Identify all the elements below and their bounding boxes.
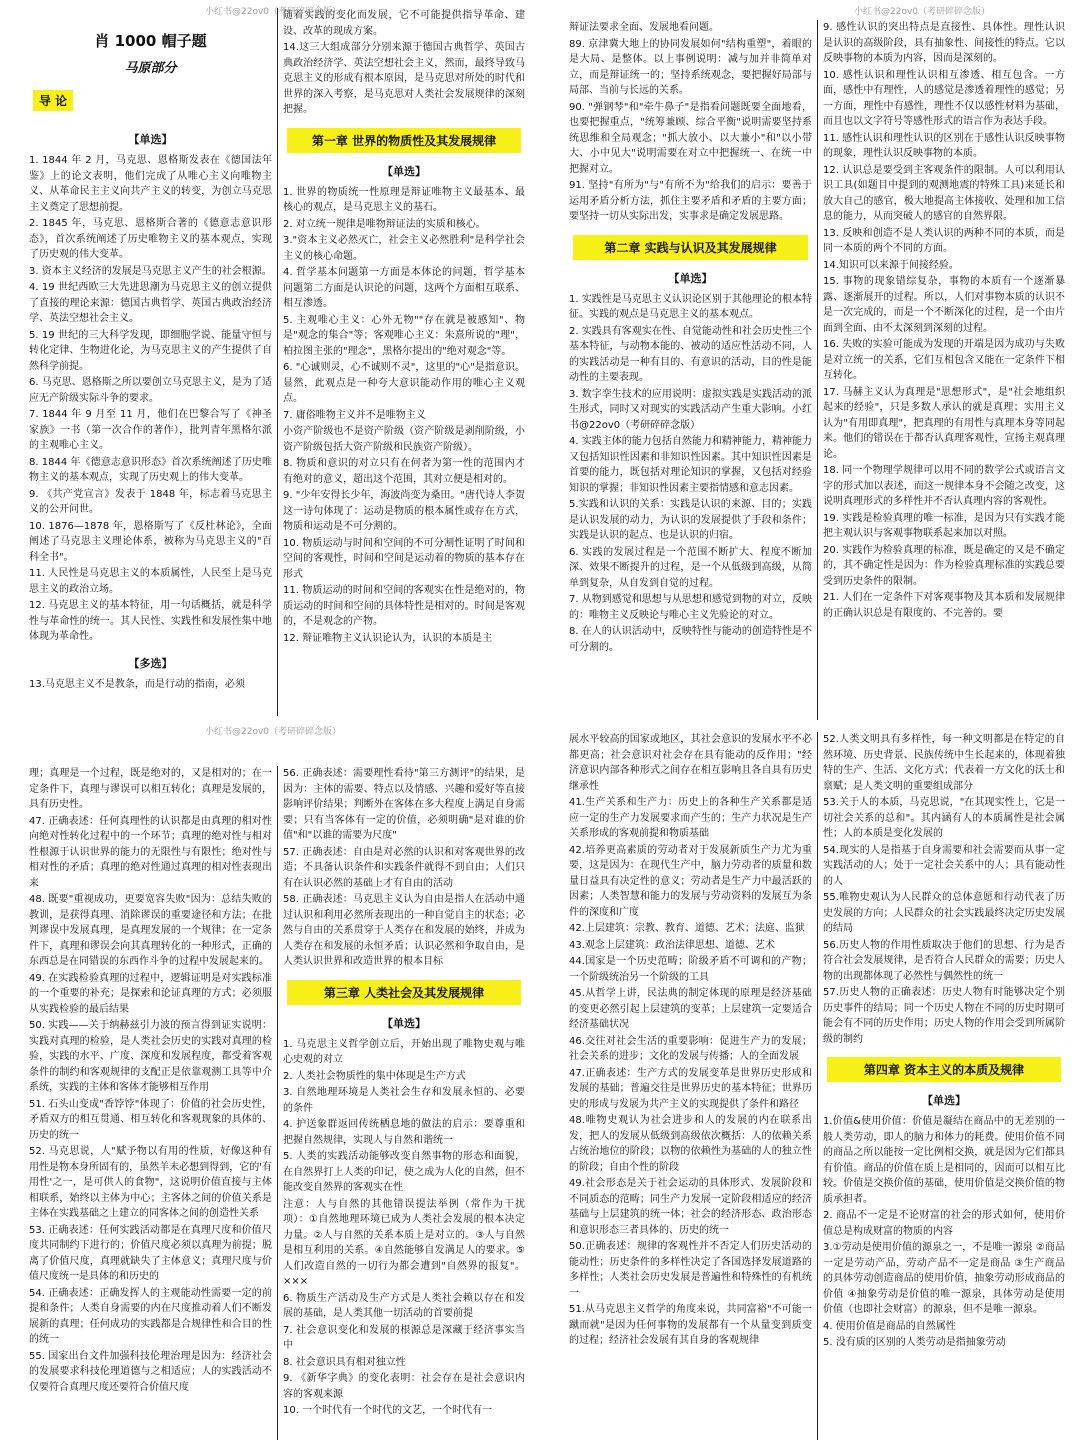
question-item: 7. 从物到感觉和思想与从思想和感觉到物的对立，反映的：唯物主义反映论与唯心主义先验论的对立。 (569, 594, 812, 621)
page-2-left-column (564, 20, 817, 720)
page-2-right-column (817, 20, 1070, 720)
question-item: 2. 实践具有客观实在性、自觉能动性和社会历史性三个基本特征，与动物本能的、被动的适应性活动不同，人的实践活动是一种有目的、有意识的活动，目的性是能动性的主要表现。 (569, 325, 812, 383)
single-choice-label: 【单选】 (382, 1016, 426, 1030)
question-item: 89. 京津冀大地上的协同发展如何"结构重塑"，着眼的是大局、是整体。以上事例说明：减与加并非简单对立，而是辩证统一的；坚持系统观念，要把握好局部与局部、当前与长远的关系。 (569, 38, 812, 96)
question-item: 56. 正确表述：需要理性看待"第三方测评"的结果，是因为：主体的需要、特点以及情感、兴趣和爱好等直接影响评价结果；判断外在客体在多大程度上满足自身需要；只有当客体有一定的价值，必须明确"是对谁的价值"和"以谁的需要为尺度" (283, 768, 525, 841)
question-item: 2. 商品不一定是不论财富的社会的形式如何，使用价值总是构成财富的物质的内容 (823, 1210, 1065, 1237)
question-item: 9. 《新华字典》的变化表明：社会存在是社会意识内容的客观来源 (283, 1373, 525, 1400)
question-item: 9. 《共产党宣言》发表于 1848 年，标志着马克思主义的公开问世。 (29, 488, 272, 515)
watermark: 小红书@22ov0（考研碎碎念版） (853, 7, 990, 17)
question-item: 10. 感性认识和理性认识相互渗透、相互包含。一方面，感性中有理性，人的感觉是渗透着理性的感觉；另一方面，理性中有感性，理性不仅以感性材料为基础，而且也以文字符号等感性形式的语言作为表达手段。 (823, 69, 1065, 127)
question-item: 13.马克思主义不是教条，而是行动的指南，必须 (29, 678, 245, 690)
question-item: 注意：人与自然的其他错误提法举例（常作为干扰项）：①自然地理环境已成为人类社会发展的根本决定力量。②人与自然的关系本质上是对立的。③人与自然是相互利用的关系。④自然能够自发满足人的要求。⑤人们改造自然的一切行为都会遭到"自然界的报复"。××× (283, 1198, 525, 1287)
question-item: 15. 事物的现象错综复杂，事物的本质有一个逐渐暴露、逐渐展开的过程。所以，人们对事物本质的认识不是一次完成的，而是一个不断深化的过程，是一个由片面到全面、由不太深刻到深刻的过程。 (823, 276, 1065, 334)
question-item: 52.人类文明具有多样性，每一种文明都是在特定的自然环境、历史背景、民族传统中生长起来的，体现着独特的生产、生活、文化方式；代表着一方文化的沃土和禀赋；是人类文明的重要组成部分 (823, 734, 1065, 792)
question-item: 50.正确表述：规律的客观性并不否定人们历史活动的能动性；历史条件的多样性决定了各国选择发展道路的多样性；人类社会历史发展是普遍性和特殊性的有机统一 (569, 1241, 812, 1299)
question-item: 6. 物质生产活动及生产方式是人类社会赖以存在和发展的基础，是人类其他一切活动的首要前提 (283, 1292, 525, 1319)
question-item: 8. 物质和意识的对立只有在何者为第一性的范围内才有绝对的意义，超出这个范围，其对立便是相对的。 (283, 458, 525, 485)
question-list (569, 20, 812, 225)
question-item: 91. 坚持"有所为"与"有所不为"给我们的启示：要善于运用矛盾分析方法，抓住主要矛盾和矛盾的主要方面；要坚持一切从实际出发，实事求是确定发展思路。 (569, 180, 812, 222)
question-item: 9. "少年安得长少年，海波尚变为桑田。"唐代诗人李贺这一诗句体现了：运动是物质的根本属性或存在方式，物质和运动是不可分割的。 (283, 490, 525, 532)
question-item: 17. 马赫主义认为真理是"思想形式"，是"社会地组织起来的经验"，只是多数人承认的就是真理；实用主义认为"有用即真理"，把真理的有用性与真理本身等同起来。他们的错误在于都否认真理客观性，宣扬主观真理论。 (823, 386, 1065, 460)
page-4 (540, 720, 1080, 1440)
single-choice-label: 【单选】 (668, 271, 713, 285)
question-item: 53. 正确表述：任何实践活动都是在真理尺度和价值尺度共同制约下进行的；价值尺度必须以真理为前提；脱离了价值尺度，真理就缺失了主体意义；真理尺度与价值尺度统一是具体的和历史的 (29, 1224, 272, 1282)
question-list (569, 292, 812, 656)
question-item: 6. 马克思、恩格斯之所以要创立马克思主义，是为了适应无产阶级实际斗争的要求。 (29, 377, 272, 404)
question-list (823, 20, 1065, 621)
question-item: 1. 实践性是马克思主义认识论区别于其他理论的根本特征。实践的观点是马克思主义的基本观点。 (569, 293, 812, 320)
chapter-1-heading: 第一章 世界的物质性及其发展规律 (287, 128, 521, 153)
question-item: 90. "弹钢琴"和"牵牛鼻子"是指看问题既要全面地看，也要把握重点，"统筹兼顾、综合平衡"说明需要坚持系统思维和全局观念；"抓大放小、以大兼小"和"以小带大、小中见大"说明需要在对立中把握统一、在统一中把握对立。 (569, 101, 812, 175)
question-item: 49.社会形态是关于社会运动的具体形式、发展阶段和不同质态的范畴；同生产力发展一定阶段相适应的经济基础与上层建筑的统一体；社会的经济形态、政治形态和意识形态三者具体的、历史的统一 (569, 1178, 812, 1236)
question-item: 1. 马克思主义哲学创立后，开始出现了唯物史观与唯心史观的对立 (283, 1038, 525, 1065)
question-item: 13. 反映和创造不是人类认识的两种不同的本质，而是同一本质的两个不同的方面。 (823, 227, 1065, 254)
question-item: 5. 没有质的区别的人类劳动是指抽象劳动 (823, 1337, 1006, 1348)
question-list (29, 766, 272, 1395)
question-list (823, 1114, 1065, 1351)
question-item: 3. 自然地理环境是人类社会生存和发展永恒的、必要的条件 (283, 1087, 525, 1114)
page-4-right-column (817, 732, 1070, 1440)
question-item: 10. 一个时代有一个时代的文艺，一个时代有一 (283, 1405, 493, 1416)
question-item: 55.唯物史观认为人民群众的总体意愿和行动代表了历史发展的方向；人民群众的社会实践最终决定历史发展的结局 (823, 892, 1065, 934)
question-list (283, 766, 525, 970)
single-choice-label: 【单选】 (382, 164, 426, 178)
question-list (283, 185, 525, 647)
question-item: 47. 正确表述：任何真理性的认识都是由真理的相对性向绝对性转化过程中的一个环节；真理的绝对性与相对性根源于认识世界的能力的无限性与有限性；绝对性与相对性的矛盾；真理的绝对性通过真理的相对性表现出来 (29, 815, 272, 889)
chapter-2-heading: 第二章 实践与认识及其发展规律 (573, 235, 808, 260)
question-item: 7. 1844 年 9 月至 11 月，他们在巴黎合写了《神圣家族》一书（第一次合作的著作），批判青年黑格尔派的主观唯心主义。 (29, 409, 272, 451)
watermark: 小红书@22ov0（考研碎碎念版） (205, 727, 342, 737)
question-item: 14.知识可以来源于间接经验。 (823, 259, 959, 271)
question-item: 21. 人们在一定条件下对客观事物及其本质和发展规律的正确认识总是有限度的、不完善的。要 (823, 592, 1065, 619)
single-choice-label: 【单选】 (128, 133, 173, 146)
question-item: 54. 正确表述：正确发挥人的主观能动性需要一定的前提和条件；人类自身需要的内在尺度推动着人们不断发展新的真理；任何成功的实践都是合规律性和合目的性的统一 (29, 1287, 272, 1345)
question-item: 2. 对立统一规律是唯物辩证法的实质和核心。 (283, 218, 486, 230)
question-item: 4. 护送象群返回传统栖息地的做法的启示：要尊重和把握自然规律，实现人与自然和谐统一 (283, 1119, 525, 1146)
question-item: 57. 正确表述：自由是对必然的认识和对客观世界的改造；不具备认识条件和实践条件就得不到自由；人们只有在认识必然的基础上才有自由的活动 (283, 846, 525, 889)
question-item: 11. 物质运动的时间和空间的客观实在性是绝对的，物质运动的时间和空间的具体特性是相对的。时间是客观的，不是观念的产物。 (283, 585, 525, 627)
question-item: 18. 同一个物理学规律可以用不同的数学公式或语言文字的形式加以表述，而这一规律本身不会随之改变，这说明真理形式的多样性并不否认真理内容的客观性。 (823, 465, 1065, 507)
question-item: 3. 资本主义经济的发展是马克思主义产生的社会根源。 (29, 265, 272, 277)
page-1-right-column (277, 8, 530, 716)
question-item: 3."资本主义必然灭亡，社会主义必然胜利"是科学社会主义的核心命题。 (283, 235, 525, 262)
question-item: 5.实践和认识的关系：实践是认识的来源、目的；实践是认识发展的动力，为认识的发展提供了手段和条件；实践是认识的起点、也是认识的归宿。 (569, 499, 812, 541)
question-item: 4. 哲学基本问题第一方面是本体论的问题，哲学基本问题第二方面是认识论的问题，这两个方面相互联系、相互渗透。 (283, 267, 525, 309)
question-item: 小资产阶级也不是资产阶级（资产阶级是剥削阶级，小资产阶级包括大资产阶级和民族资产阶级）。 (283, 426, 525, 453)
question-item: 16. 失败的实验可能成为发现的开端是因为成功与失败是对立统一的关系，它们互相包含又能在一定条件下相互转化。 (823, 339, 1065, 381)
question-item: 7. 社会意识变化和发展的根源总是深藏于经济事实当中 (283, 1324, 525, 1351)
intro-heading: 导 论 (33, 90, 73, 111)
question-item: 14.这三大组成部分分别来源于德国古典哲学、英国古典政治经济学、英法空想社会主义，然而，最终导致马克思主义的形成有根本原因，是马克思对所处的时代和世界的深入考察，是马克思对人类社会发展规律的深刻把握。 (283, 42, 525, 115)
page-4-left-column (564, 732, 817, 1440)
page-3 (0, 720, 540, 1440)
question-list (29, 153, 272, 645)
question-item: 随着实践的变化而发展，它不可能提供指导革命、建设、改革的现成方案。 (283, 10, 525, 37)
question-item: 8. 1844 年《德意志意识形态》首次系统阐述了历史唯物主义的基本观点，实现了历史观上的伟大变革。 (29, 456, 272, 483)
question-item: 53.关于人的本质，马克思说，"在其现实性上，它是一切社会关系的总和"。其内涵有人的本质属性是社会属性；人的本质是变化发展的 (823, 797, 1065, 839)
question-item: 1. 1844 年 2 月，马克思、恩格斯发表在《德国法年鉴》上的论文表明，他们完成了从唯心主义向唯物主义、从革命民主主义向共产主义的转变，为创立马克思主义奠定了思想前提。 (29, 155, 272, 213)
question-item: 43.观念上层建筑：政治法律思想、道德、艺术 (569, 939, 775, 951)
question-item: 3.①劳动是使用价值的源泉之一，不是唯一源泉 ②商品一定是劳动产品，劳动产品不一定是商品 ③生产商品的具体劳动创造商品的使用价值，抽象劳动形成商品的价值 ④抽象劳动是价值的唯一源泉，具体劳动是使用价值（也即社会财富）的源泉，但不是唯一源泉。 (823, 1242, 1065, 1315)
question-item: 48. 既要"重视成功，更要宽容失败"因为：总结失败的教训，是获得真理、消除谬误的重要途径和方法；在批判谬误中发展真理，是真理发展的一个规律；在一定条件下，真理和谬误会向其真理转化的一种形式，正确的东西总是在同错误的东西作斗争的过程中发展起来的。 (29, 894, 272, 967)
question-item: 2. 人类社会物质性的集中体现是生产方式 (283, 1070, 466, 1082)
chapter-3-heading: 第三章 人类社会及其发展规律 (287, 980, 521, 1005)
question-item: 12. 辩证唯物主义认识论认为，认识的本质是主 (283, 632, 493, 644)
question-list (283, 1037, 525, 1419)
question-item: 48.唯物史观认为社会进步和人的发展的内在联系出发，把人的发展从低级到高级依次概括：人的依赖关系占统治地位的阶段；以物的依赖性为基础的人的独立性的阶段；自由个性的阶段 (569, 1115, 812, 1173)
question-item: 4. 19 世纪西欧三大先进思潮为马克思主义的创立提供了直接的理论来源：德国古典哲学、英国古典政治经济学、英法空想社会主义。 (29, 282, 272, 324)
page-3-right-column (277, 766, 530, 1440)
question-item: 5. 人类的实践活动能够改变自然事物的形态和面貌，在自然界打上人类的印记，使之成为人化的自然，但不能改变自然界的客观实在性 (283, 1151, 525, 1193)
question-item: 5. 19 世纪的三大科学发现，即细胞学说、能量守恒与转化定律、生物进化论，为马克思主义的产生提供了自然科学前提。 (29, 329, 272, 372)
question-item: 5. 主观唯心主义：心外无物""存在就是被感知"、物是"观念的集合"等；客观唯心主义：朱熹所说的"理"，柏拉图主张的"理念"，黑格尔提出的"绝对观念"等。 (283, 314, 525, 357)
chapter-4-heading: 第四章 资本主义的本质及规律 (827, 1057, 1061, 1082)
page-1 (0, 0, 540, 720)
question-item: 42.培养更高素质的劳动者对于发展新质生产力尤为重要，这是因为：在现代生产中，脑力劳动者的质量和数量日益具有决定性的意义；劳动者是生产力中最活跃的因素；人类智慧和能力的发展与劳动资料的发展互为条件的深度和广度 (569, 844, 812, 918)
question-item: 54.现实的人是指基于自身需要和社会需要而从事一定实践活动的人；处于一定社会关系中的人；具有能动性的人 (823, 844, 1065, 887)
question-item: 8. 社会意识具有相对独立性 (283, 1356, 406, 1368)
question-item: 51. 石头山变成"香饽饽"体现了：价值的社会历史性，矛盾双方的相互贯通、相互转化和客观现象的具体的、历史的统一 (29, 1098, 272, 1141)
question-item: 12. 认识总是要受到主客观条件的限制。人可以利用认识工具(如题目中提到的观测地震的特殊工具)来延长和放大自己的感官，极大地提高主体接收、处理和加工信息的能力，从而突破人的感官的自然界限。 (823, 164, 1065, 222)
document-subtitle: 马原部分 (124, 61, 177, 76)
question-item: 理；真理是一个过程，既是绝对的，又是相对的；在一定条件下，真理与谬误可以相互转化；真理是发展的，具有历史性。 (29, 768, 272, 810)
question-item: 58. 正确表述：马克思主义认为自由是指人在活动中通过认识和利用必然所表现出的一种自觉自主的状态；必然与自由的关系贯穿于人类存在和发展的始终，并成为人类存在和发展的永恒矛盾；认识必然和争取自由，是人类认识世界和改造世界的根本目标 (283, 894, 525, 967)
question-item: 6. "心诚则灵，心不诚则不灵"，这里的"心"是指意识。显然，此观点是一种夸大意识能动作用的唯心主义观点。 (283, 362, 525, 404)
question-list (29, 677, 272, 693)
question-item: 12. 马克思主义的基本特征，用一句话概括，就是科学性与革命性的统一。其人民性、实践性和发展性集中地体现为革命性。 (29, 600, 272, 642)
question-item: 4. 实践主体的能力包括自然能力和精神能力，精神能力又包括知识性因素和非知识性因素。其中知识性因素是首要的能力，既包括对理论知识的掌握，又包括对经验知识的掌握；非知识性因素主要指情感和意志因素。 (569, 436, 812, 494)
question-item: 1.价值&使用价值：价值是凝结在商品中的无差别的一般人类劳动，即人的脑力和体力的耗费。使用价值不同的商品之所以能按一定比例相交换，就是因为它们都具有价值。商品的价值在质上是相同的，因而可以相互比较。价值是交换价值的基础，使用价值是交换价值的物质承担者。 (823, 1116, 1065, 1205)
document-title: 肖 1000 帽子题 (94, 32, 207, 50)
question-item: 41.生产关系和生产力：历史上的各种生产关系都是适应一定的生产力发展要求而产生的；生产力状况是生产关系形成的客观前提和物质基础 (569, 797, 812, 839)
question-list (569, 732, 812, 1349)
question-item: 10. 1876—1878 年，恩格斯写了《反杜林论》，全面阐述了马克思主义理论体系，被称为马克思主义的"百科全书"。 (29, 520, 272, 563)
question-item: 50. 实践——关于纳赫兹引力波的预言得到证实说明：实践对真理的检验，是人类社会历史的实践对真理的检验，实践的水平、广度、深度和发展程度，都受着客观条件的制约和客观规律的支配正是依靠观测工具等中介系统，实践的主体和客体才能够相互作用 (29, 1020, 272, 1093)
question-item: 51.从马克思主义哲学的角度来说，共同富裕"不可能一蹴而就"是因为任何事物的发展都有一个从量变到质变的过程；经济社会发展有其自身的客观规律 (569, 1304, 812, 1346)
page-3-left-column (24, 766, 277, 1440)
question-item: 6. 实践的发展过程是一个范围不断扩大、程度不断加深、效果不断提升的过程，是一个从低级到高级，从简单到复杂，从自发到自觉的过程。 (569, 546, 812, 589)
question-list (283, 8, 525, 118)
question-item: 57.历史人物的正确表述：历史人物有时能够决定个别历史事件的结局；同一个历史人物在不同的历史时期可能会有不同的历史作用；历史人物的作用会受到所属阶级的制约 (823, 987, 1065, 1045)
question-item: 11. 感性认识和理性认识的区别在于感性认识反映事物的现象，理性认识反映事物的本质。 (823, 132, 1065, 159)
question-item: 10. 物质运动与时间和空间的不可分割性证明了时间和空间的客观性，时间和空间是运动着的物质的基本存在形式 (283, 537, 525, 580)
question-item: 46.交往对社会生活的重要影响：促进生产力的发展；社会关系的进步；文化的发展与传播；人的全面发展 (569, 1035, 812, 1062)
question-item: 4. 使用价值是商品的自然属性 (823, 1320, 956, 1332)
page-2 (540, 0, 1080, 720)
question-item: 55. 国家出台文件加强科技伦理治理是因为：经济社会的发展要求科技伦理道德与之相适应；人的实践活动不仅要符合真理尺度还要符合价值尺度 (29, 1350, 272, 1393)
question-item: 2. 1845 年，马克思、恩格斯合著的《德意志意识形态》，首次系统阐述了历史唯物主义的基本观点，实现了历史观的伟大变革。 (29, 218, 272, 260)
question-item: 11. 人民性是马克思主义的本质属性，人民至上是马克思主义的政治立场。 (29, 568, 272, 595)
question-item: 52. 马克思说，人"赋予物以有用的性质，好像这种有用性是物本身所固有的，虽然羊未必想到得到，它的'有用性'之一，是可供人的食物"，这说明价值直接与主体相联系，始终以主体为中心；主客体之间的价值关系是主体在实践基础之上建立的同客体之间的创造性关系 (29, 1146, 272, 1219)
question-item: 56.历史人物的作用性质取决于他们的思想、行为是否符合社会发展规律，是否符合人民群众的需要；历史人物的出现都体现了必然性与偶然性的统一 (823, 939, 1065, 982)
question-item: 1. 世界的物质统一性原理是辩证唯物主义最基本、最核心的观点，是马克思主义的基石。 (283, 186, 525, 213)
question-item: 49. 在实践检验真理的过程中，逻辑证明是对实践标准的一个重要的补充；是探索和论证真理的方式；必须服从实践检验的最后结果 (29, 972, 272, 1015)
question-item: 9. 感性认识的突出特点是直接性、具体性。理性认识是认识的高级阶段，具有抽象性、间接性的特点。它以反映事物的本质为内容，因而是深刻的。 (823, 22, 1065, 64)
question-item: 47.正确表述：生产方式的发展变革是世界历史形成和发展的基础；普遍交往是世界历史的基本特征；世界历史的形成与发展为共产主义的实现提供了条件和路径 (569, 1067, 812, 1110)
question-item: 8. 在人的认识活动中，反映特性与能动的创造特性是不可分割的。 (569, 626, 812, 653)
question-item: 20. 实践作为检验真理的标准，既是确定的又是不确定的，其不确定性是因为：作为检验真理标准的实践总要受到历史条件的限制。 (823, 544, 1065, 587)
question-item: 辩证法要求全面、发展地看问题。 (569, 22, 719, 33)
question-item: 19. 实践是检验真理的唯一标准，是因为只有实践才能把主观认识与客观事物联系起来加以对照。 (823, 512, 1065, 539)
watermark: 小红书@22ov0（考研碎碎念版） (205, 7, 342, 17)
multi-choice-label: 【多选】 (128, 656, 173, 670)
question-item: 7. 庸俗唯物主义并不是唯物主义 (283, 409, 426, 421)
question-item: 3. 数字孪生技术的应用说明：虚拟实践是实践活动的派生形式，同时又对现实的实践活动产生重大影响。小红书@22ov0（考研碎碎念版） (569, 388, 812, 431)
question-item: 展水平较高的国家或地区，其社会意识的发展水平不必都更高；社会意识对社会存在具有能动的反作用；"经济意识内部各种形式之间存在相互影响且各自具有历史继承性 (569, 734, 812, 792)
single-choice-label: 【单选】 (922, 1094, 966, 1107)
question-item: 42.上层建筑：宗教、教育、道德、艺术；法庭、监狱 (569, 923, 805, 934)
question-list (823, 732, 1065, 1047)
question-item: 44.国家是一个历史范畴；阶级矛盾不可调和的产物；一个阶级统治另一个阶级的工具 (569, 956, 812, 983)
page-1-left-column (24, 8, 277, 716)
question-item: 45.从哲学上讲，民法典的制定体现的原理是经济基础的变更必然引起上层建筑的变革；上层建筑一定要适合经济基础状况 (569, 988, 812, 1030)
